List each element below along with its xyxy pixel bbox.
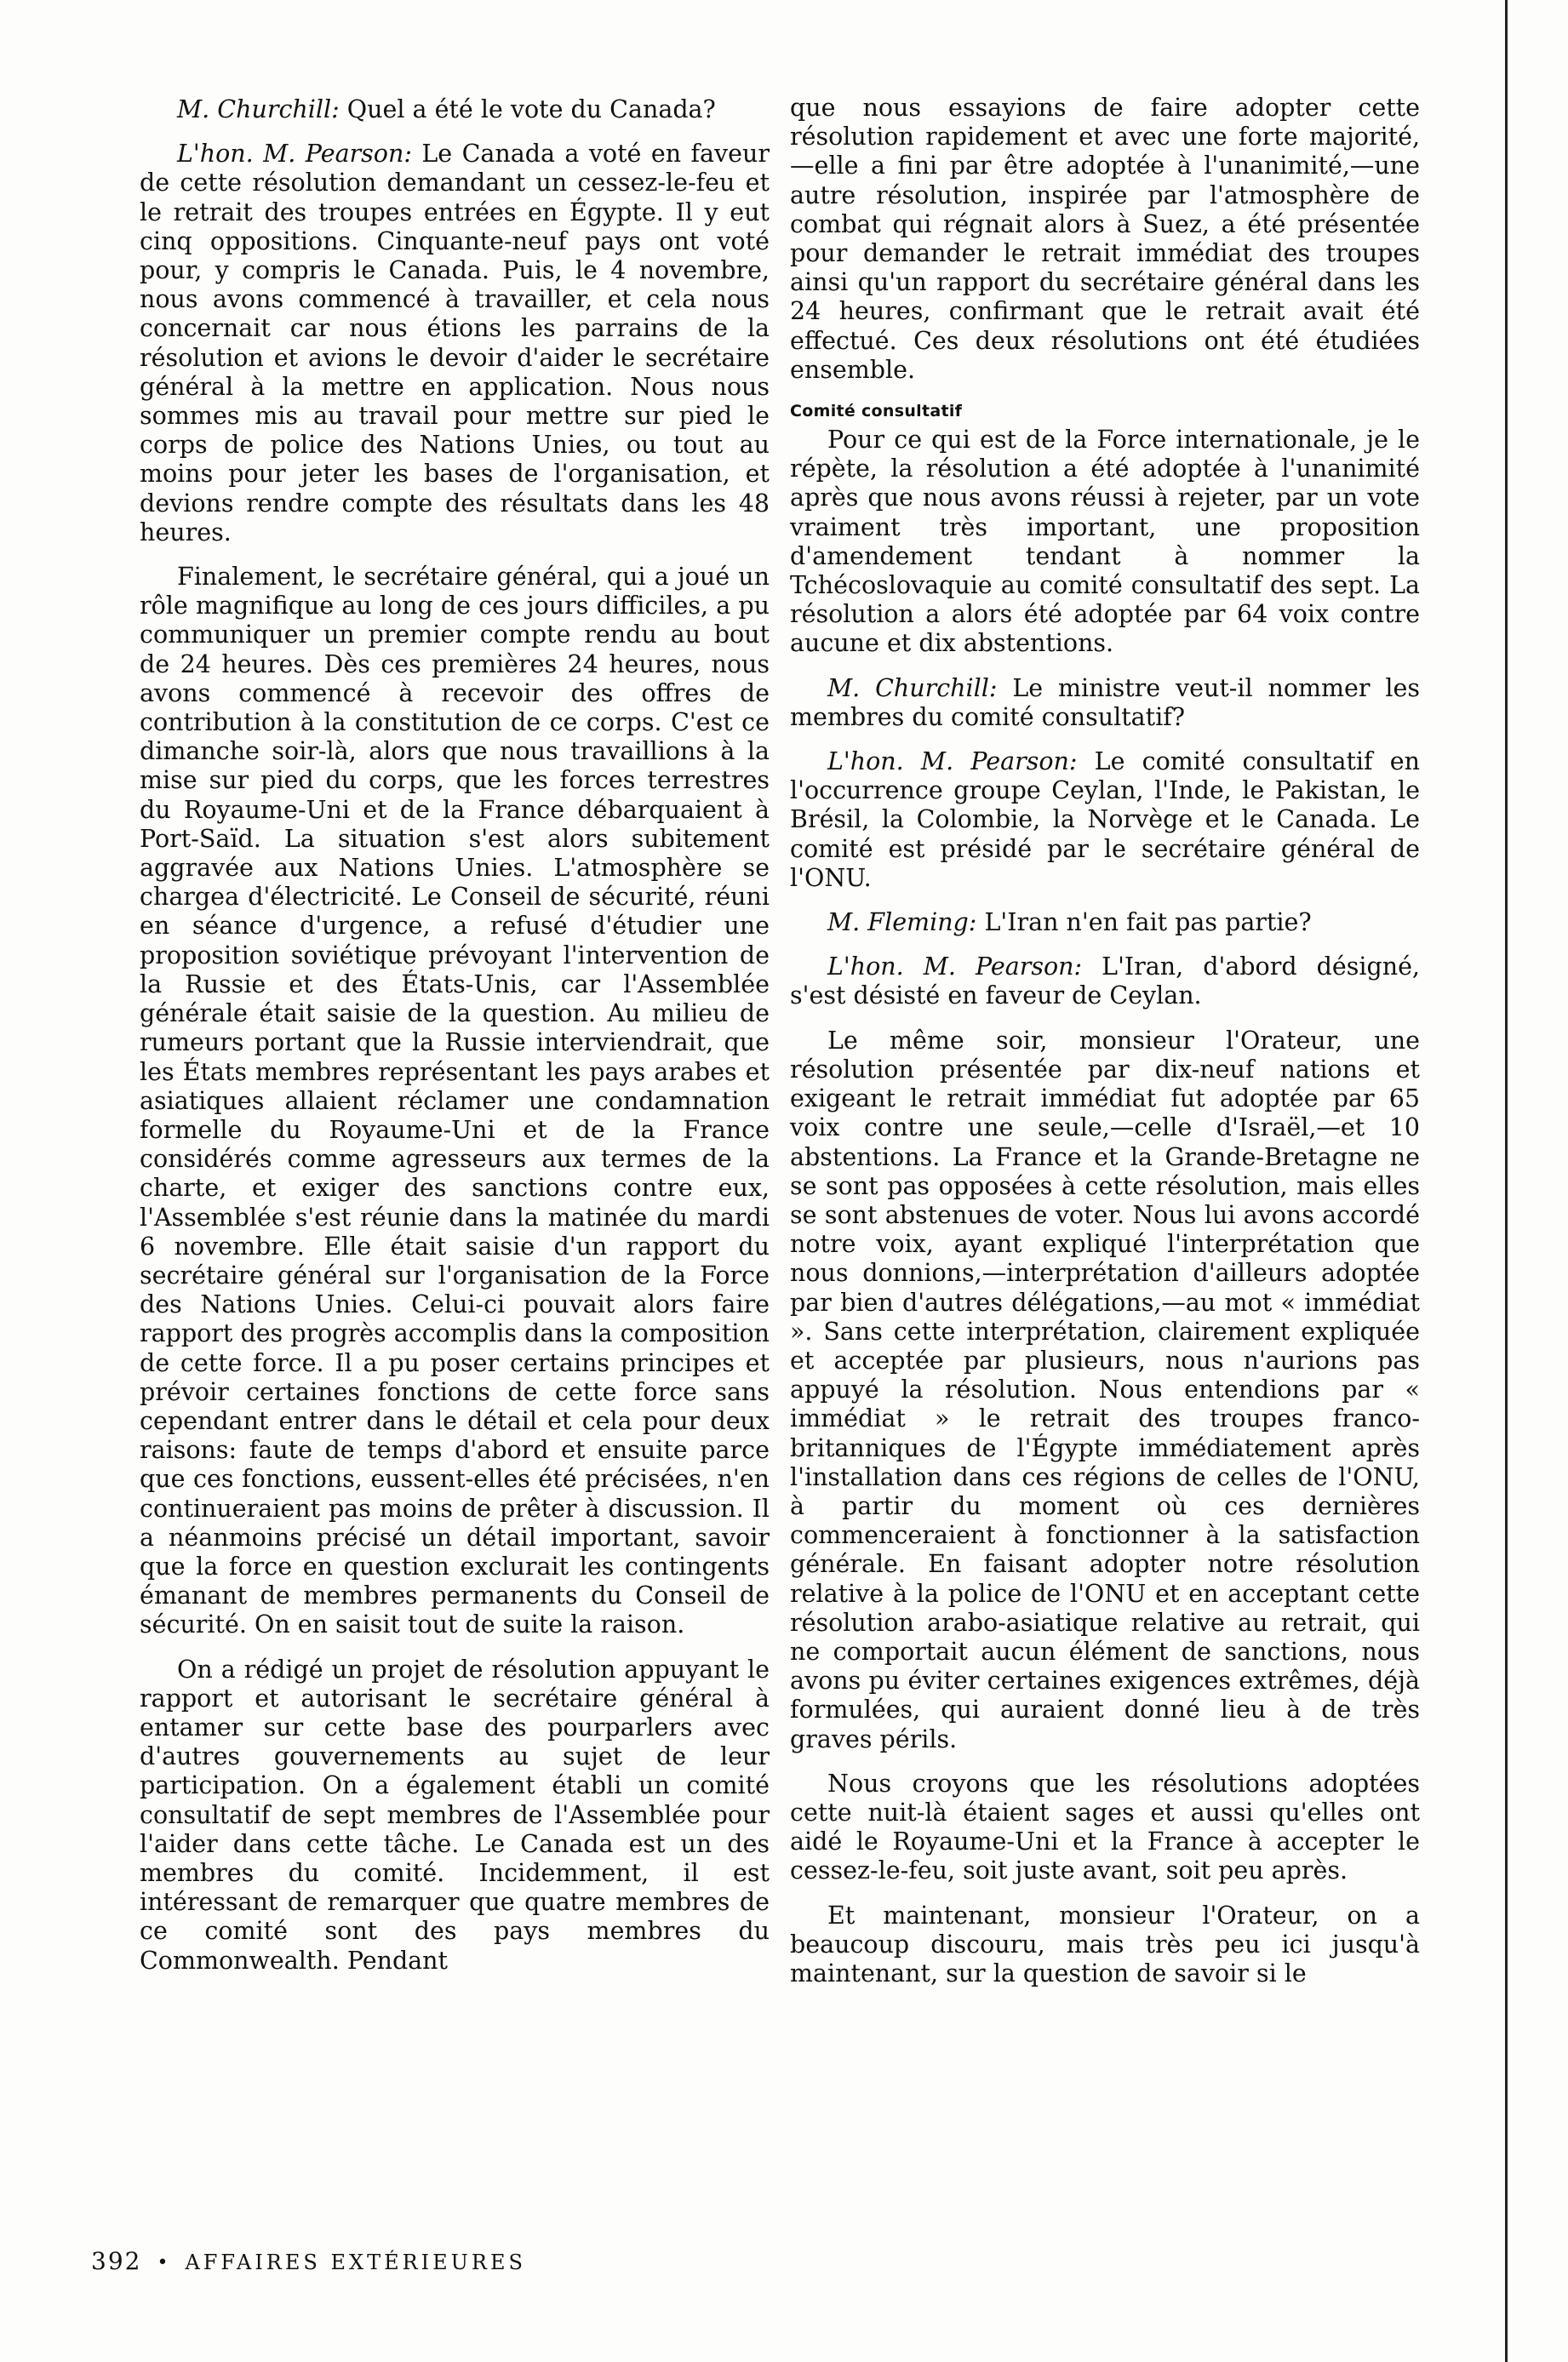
paragraph <box>140 140 770 547</box>
paragraph <box>790 952 1420 1010</box>
paragraph <box>790 1770 1420 1886</box>
page-number: 392 <box>91 2247 142 2275</box>
speaker-name: L'hon. M. Pearson: <box>177 140 412 169</box>
journal-title: AFFAIRES EXTÉRIEURES <box>185 2250 526 2274</box>
page-footer <box>91 2247 526 2275</box>
paragraph-text: Et maintenant, monsieur l'Orateur, on a beaucoup discouru, mais très peu ici jusqu'à maintenant, sur la question de savoir si le <box>790 1901 1420 1987</box>
paragraph-text: L'Iran n'en fait pas partie? <box>976 908 1312 937</box>
paragraph-text: On a rédigé un projet de résolution appuyant le rapport et autorisant le secrétaire général à entamer sur cette base des pourparlers avec d'autres gouvernements au sujet de leur participation. On a également établi un comité consultatif de sept membres de l'Assemblée pour l'aider dans cette tâche. Le Canada est un des membres du comité. Incidemment, il est intéressant de remarquer que quatre membres de ce comité sont des pays membres du Commonwealth. Pendant <box>140 1655 770 1975</box>
speaker-name: M. Churchill: <box>827 673 998 702</box>
speaker-name: L'hon. M. Pearson: <box>827 747 1078 776</box>
paragraph-text: L'Iran, d'abord désigné, s'est désisté en faveur de Ceylan. <box>790 952 1420 1010</box>
paragraph <box>790 1902 1420 1989</box>
paragraph-text: Pour ce qui est de la Force internationale, je le répète, la résolution a été adoptée à l'unanimité après que nous avons réussi à rejeter, par un vote vraiment très important, une proposition d'amendement tendant à nommer la Tchécoslovaquie au comité consultatif des sept. La résolution a alors été adoptée par 64 voix contre aucune et dix abstentions. <box>790 426 1420 658</box>
left-column <box>140 95 770 1991</box>
speaker-name: L'hon. M. Pearson: <box>827 952 1083 981</box>
paragraph-text: Finalement, le secrétaire général, qui a joué un rôle magnifique au long de ces jours difficiles, a pu communiquer un premier compte rendu au bout de 24 heures. Dès ces premières 24 heures, nous avons commencé à recevoir des offres de contribution à la constitution de ce corps. C'est ce dimanche soir-là, alors que nous travaillions à la mise sur pied du corps, que les forces terrestres du Royaume-Uni et de la France débarquaient à Port-Saïd. La situation s'est alors subitement aggravée aux Nations Unies. L'atmosphère se chargea d'électricité. Le Conseil de sécurité, réuni en séance d'urgence, a refusé d'étudier une proposition soviétique prévoyant l'intervention de la Russie et des États-Unis, car l'Assemblée générale était saisie de la question. Au milieu de rumeurs portant que la Russie interviendrait, que les États membres représentant les pays arabes et asiatiques allaient réclamer une condamnation formelle du Royaume-Uni et de la France considérés comme agresseurs aux termes de la charte, et exiger des sanctions contre eux, l'Assemblée s'est réunie dans la matinée du mardi 6 novembre. Elle était saisie d'un rapport du secrétaire général sur l'organisation de la Force des Nations Unies. Celui-ci pouvait alors faire rapport des progrès accomplis dans la composition de cette force. Il a pu poser certains principes et prévoir certaines fonctions de cette force sans cependant entrer dans le détail et cela pour deux raisons: faute de temps d'abord et ensuite parce que ces fonctions, eussent-elles été précisées, n'en continueraient pas moins de prêter à discussion. Il a néanmoins précisé un détail important, savoir que la force en question exclurait les contingents émanant de membres permanents du Conseil de sécurité. On en saisit tout de suite la raison. <box>140 563 770 1639</box>
paragraph <box>790 908 1420 937</box>
page-edge-rule <box>1505 0 1508 2362</box>
paragraph-text: Nous croyons que les résolutions adoptées cette nuit-là étaient sages et aussi qu'elles ont aidé le Royaume-Uni et la France à accepter le cessez-le-feu, soit juste avant, soit peu après. <box>790 1769 1420 1885</box>
paragraph <box>790 747 1420 893</box>
right-column <box>790 94 1420 2004</box>
paragraph <box>140 95 770 124</box>
paragraph <box>140 563 770 1640</box>
paragraph-text: Le Canada a voté en faveur de cette résolution demandant un cessez-le-feu et le retrait des troupes entrées en Égypte. Il y eut cinq oppositions. Cinquante-neuf pays ont voté pour, y compris le Canada. Puis, le 4 novembre, nous avons commencé à travailler, et cela nous concernait car nous étions les parrains de la résolution et avions le devoir d'aider le secrétaire général à la mettre en application. Nous nous sommes mis au travail pour mettre sur pied le corps de police des Nations Unies, ou tout au moins pour jeter les bases de l'organisation, et devions rendre compte des résultats dans les 48 heures. <box>140 140 770 546</box>
section-subheading: Comité consultatif <box>790 402 963 421</box>
paragraph-text: Le comité consultatif en l'occurrence groupe Ceylan, l'Inde, le Pakistan, le Brésil, la Colombie, la Norvège et le Canada. Le comité est présidé par le secrétaire général de l'ONU. <box>790 747 1421 892</box>
paragraph-text: Quel a été le vote du Canada? <box>339 95 716 123</box>
paragraph <box>790 674 1420 732</box>
paragraph <box>790 426 1420 659</box>
paragraph <box>790 94 1420 385</box>
paragraph <box>790 1027 1420 1754</box>
paragraph <box>140 1656 770 1976</box>
speaker-name: M. Churchill: <box>177 95 340 123</box>
paragraph-text: que nous essayions de faire adopter cette résolution rapidement et avec une forte majorité,—elle a fini par être adoptée à l'unanimité,—une autre résolution, inspirée par l'atmosphère de combat qui régnait alors à Suez, a été présentée pour demander le retrait immédiat des troupes ainsi qu'un rapport du secrétaire général dans les 24 heures, confirmant que le retrait avait été effectué. Ces deux résolutions ont été étudiées ensemble. <box>790 94 1420 384</box>
bullet-separator: • <box>157 2252 170 2273</box>
speaker-name: M. Fleming: <box>827 908 977 937</box>
paragraph-text: Le même soir, monsieur l'Orateur, une résolution présentée par dix-neuf nations et exigeant le retrait immédiat fut adoptée par 65 voix contre une seule,—celle d'Israël,—et 10 abstentions. La France et la Grande-Bretagne ne se sont pas opposées à cette résolution, mais elles se sont abstenues de voter. Nous lui avons accordé notre voix, ayant expliqué l'interprétation que nous donnions,—interprétation d'ailleurs adoptée par bien d'autres délégations,—au mot « immédiat ». Sans cette interprétation, clairement expliquée et acceptée par plusieurs, nous n'aurions pas appuyé la résolution. Nous entendions par « immédiat » le retrait des troupes franco-britanniques de l'Égypte immédiatement après l'installation dans ces régions de celles de l'ONU, à partir du moment où ces dernières commenceraient à fonctionner à la satisfaction générale. En faisant adopter notre résolution relative à la police de l'ONU et en acceptant cette résolution arabo-asiatique relative au retrait, qui ne comportait aucun élément de sanctions, nous avons pu éviter certaines exigences extrêmes, déjà formulées, qui auraient donné lieu à de très graves périls. <box>790 1026 1420 1753</box>
paragraph-text: Le ministre veut-il nommer les membres du comité consultatif? <box>790 673 1420 731</box>
